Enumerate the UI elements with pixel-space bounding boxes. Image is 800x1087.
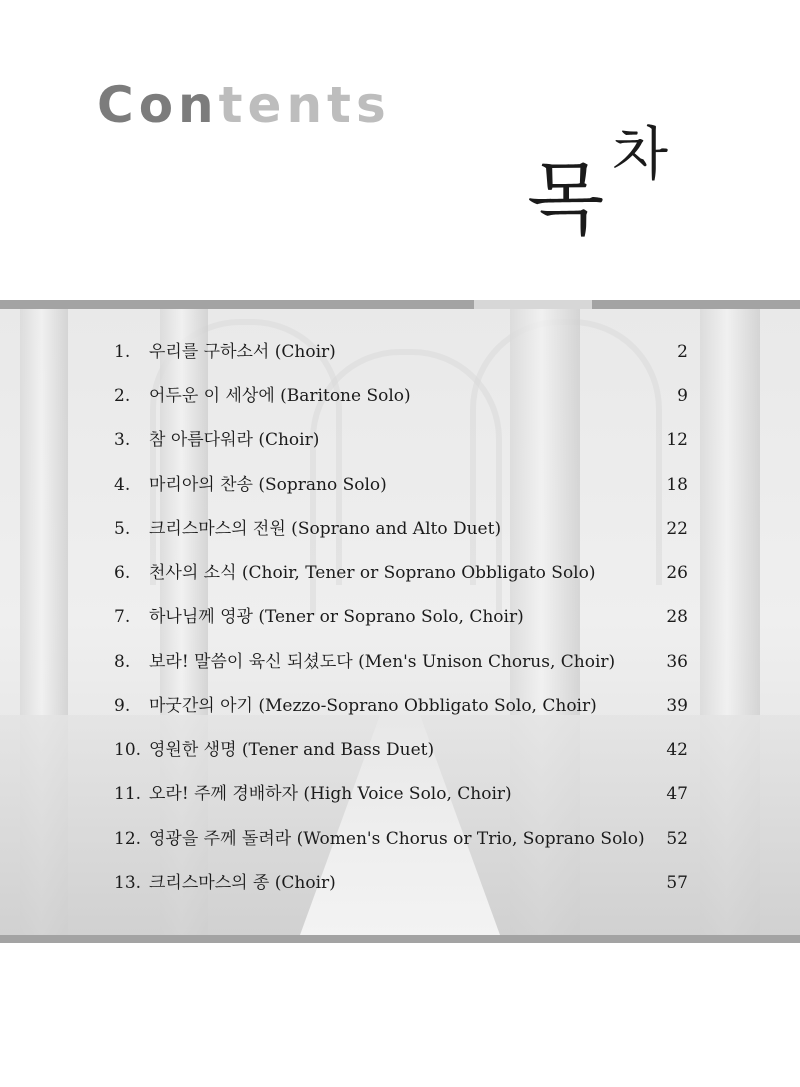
top-divider — [0, 300, 800, 309]
bottom-divider — [0, 935, 800, 943]
toc-number: 9. — [114, 696, 131, 716]
toc-title: 참 아름다워라 (Choir) — [149, 430, 320, 450]
toc-entry — [0, 514, 800, 544]
toc-number: 13. — [114, 873, 142, 893]
toc-page: 9 — [677, 386, 688, 406]
toc-page: 12 — [666, 430, 688, 450]
toc-entry — [0, 691, 800, 721]
korean-title-sub: 차 — [612, 120, 669, 188]
toc-title: 천사의 소식 (Choir, Tener or Soprano Obbligato Solo) — [149, 563, 596, 583]
toc-entry — [0, 735, 800, 765]
top-divider-highlight — [474, 300, 592, 309]
toc-entry — [0, 868, 800, 898]
toc-entry — [0, 337, 800, 367]
toc-title: 마굿간의 아기 (Mezzo-Soprano Obbligato Solo, Choir) — [149, 696, 597, 716]
toc-page: 47 — [666, 784, 688, 804]
toc-number: 3. — [114, 430, 131, 450]
toc-page: 26 — [666, 563, 688, 583]
toc-entry — [0, 824, 800, 854]
toc-page: 57 — [666, 873, 688, 893]
toc-title: 우리를 구하소서 (Choir) — [149, 342, 336, 362]
toc-number: 6. — [114, 563, 131, 583]
toc-number: 5. — [114, 519, 131, 539]
toc-number: 7. — [114, 607, 131, 627]
toc-title: 영원한 생명 (Tener and Bass Duet) — [149, 740, 435, 760]
toc-title: 영광을 주께 돌려라 (Women's Chorus or Trio, Soprano Solo) — [149, 829, 645, 849]
toc-title: 어두운 이 세상에 (Baritone Solo) — [149, 386, 411, 406]
toc-entry — [0, 602, 800, 632]
toc-page: 22 — [666, 519, 688, 539]
toc-number: 12. — [114, 829, 142, 849]
toc-entry — [0, 647, 800, 677]
contents-title-dark: Con — [97, 76, 219, 134]
toc-page: 42 — [666, 740, 688, 760]
toc-page: 18 — [666, 475, 688, 495]
toc-entry — [0, 425, 800, 455]
toc-title: 마리아의 찬송 (Soprano Solo) — [149, 475, 387, 495]
toc-page: 39 — [666, 696, 688, 716]
toc-number: 4. — [114, 475, 131, 495]
toc-number: 1. — [114, 342, 131, 362]
toc-number: 11. — [114, 784, 142, 804]
toc-entry — [0, 381, 800, 411]
toc-title: 크리스마스의 종 (Choir) — [149, 873, 336, 893]
korean-title-main: 목 — [527, 153, 605, 246]
toc-title: 크리스마스의 전원 (Soprano and Alto Duet) — [149, 519, 502, 539]
toc-page: 28 — [666, 607, 688, 627]
toc-entry — [0, 470, 800, 500]
toc-page: 36 — [666, 652, 688, 672]
toc-number: 8. — [114, 652, 131, 672]
toc-number: 10. — [114, 740, 142, 760]
contents-title — [97, 76, 391, 134]
toc-title: 오라! 주께 경배하자 (High Voice Solo, Choir) — [149, 784, 512, 804]
toc-entry — [0, 779, 800, 809]
toc-page: 2 — [677, 342, 688, 362]
toc-page: 52 — [666, 829, 688, 849]
toc-number: 2. — [114, 386, 131, 406]
toc-title: 하나님께 영광 (Tener or Soprano Solo, Choir) — [149, 607, 524, 627]
toc-entry — [0, 558, 800, 588]
contents-title-light: tents — [218, 76, 391, 134]
toc-title: 보라! 말씀이 육신 되셨도다 (Men's Unison Chorus, Choir) — [149, 652, 616, 672]
